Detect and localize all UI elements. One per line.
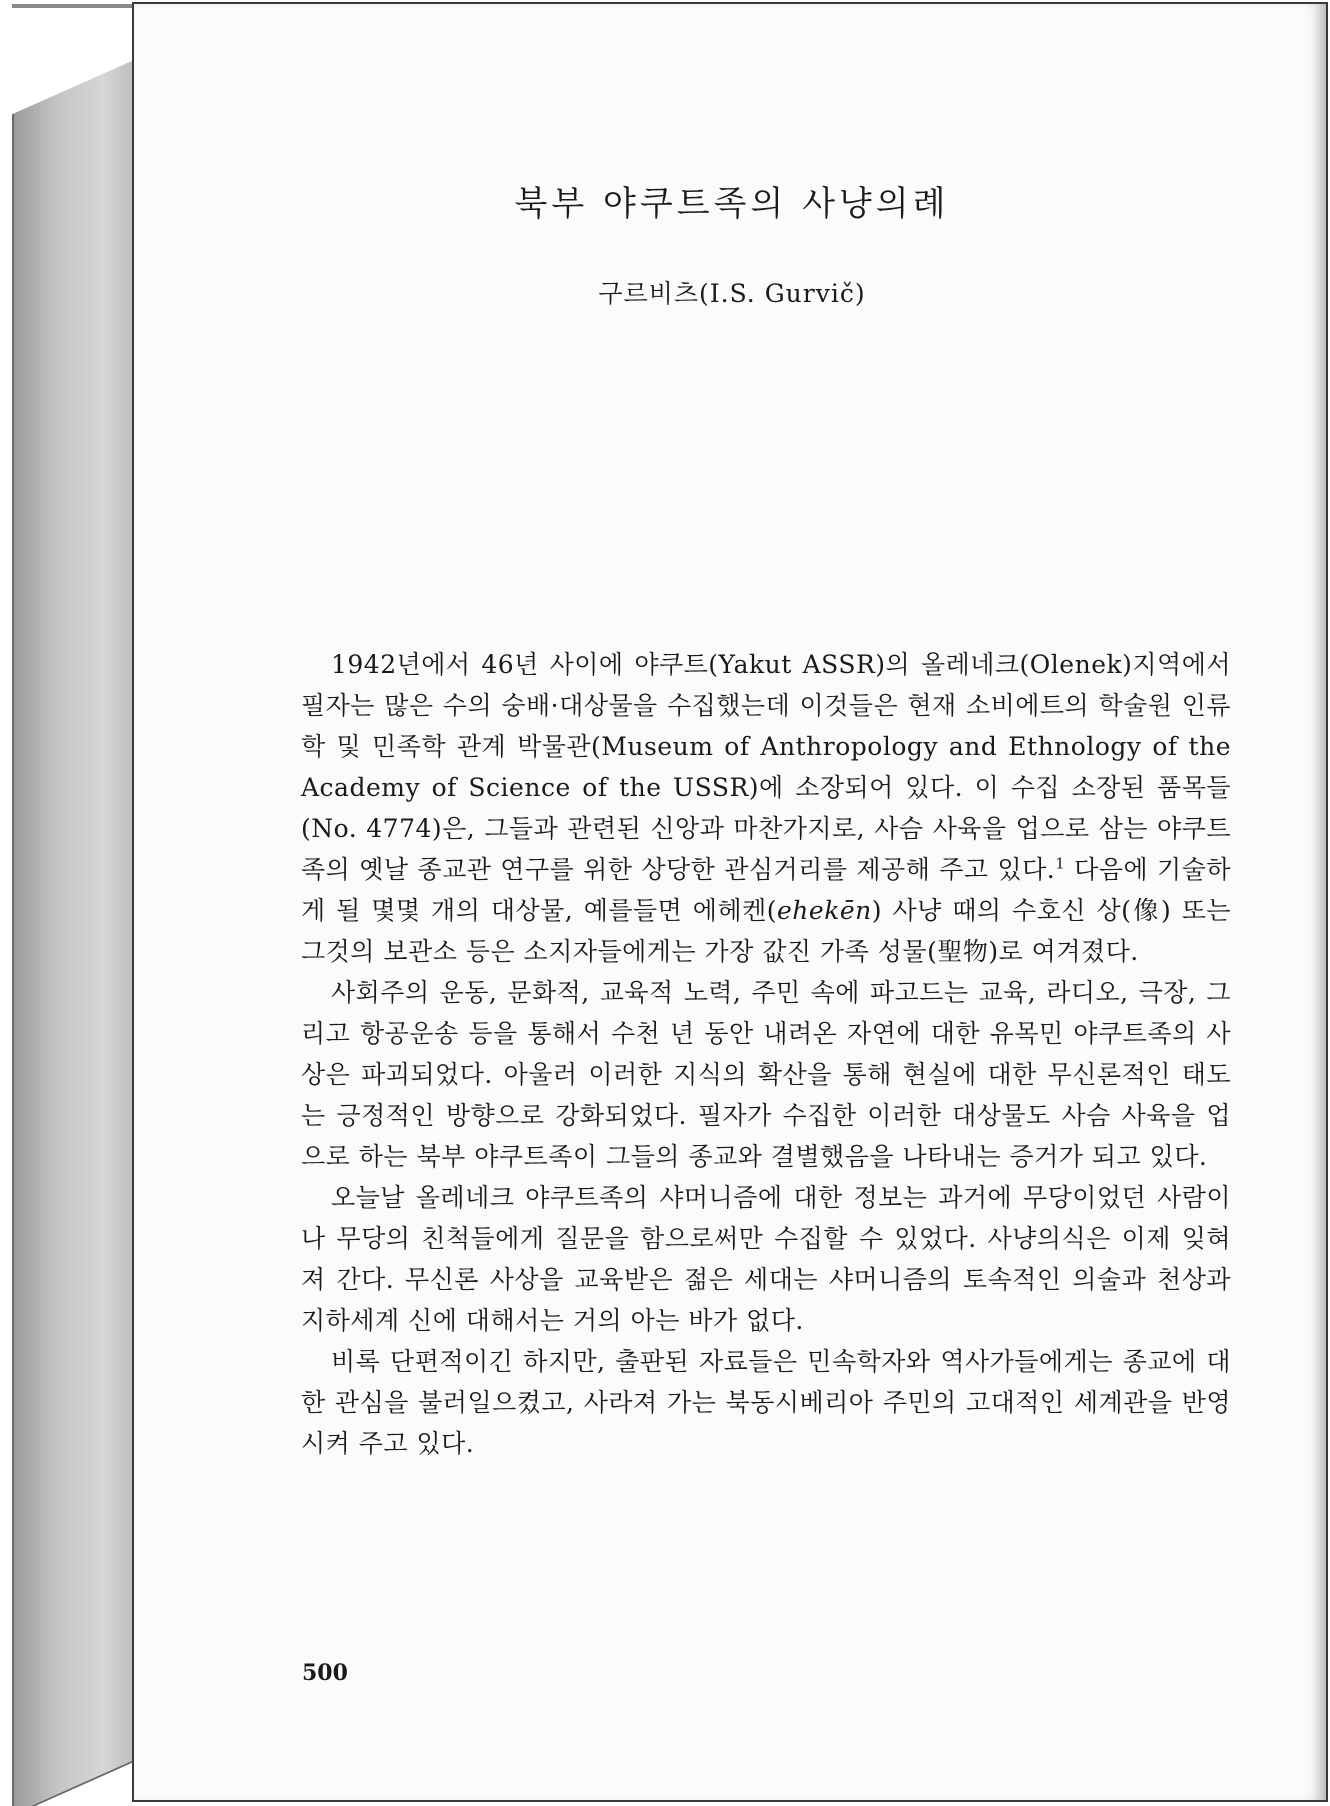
paragraph-1-part-3: ) 사냥 때의 수호신 상(像) 또는 그것의 보관소 등은 소지자들에게는 가장 값진 가족 성물(聖物)로 여겨졌다.	[301, 896, 1231, 966]
article-title: 북부 야쿠트족의 사냥의례	[514, 184, 950, 224]
paragraph-1-part-1: 1942년에서 46년 사이에 야쿠트(Yakut ASSR)의 올레네크(Olenek)지역에서 필자는 많은 수의 숭배·대상물을 수집했는데 이것들은 현재 소비에트의 학술원 인류학 및 민족학 관계 박물관(Museum of Anthropology and Ethnology of the Academy of Science of the USSR)에 소장되어 있다. 이 수집 소장된 품목들(No. 4774)은, 그들과 관련된 신앙과 마찬가지로, 사슴 사육을 업으로 삼는 야쿠트족의 옛날 종교관 연구를 위한 상당한 관심거리를 제공해 주고 있다.	[301, 650, 1231, 884]
paragraph-1-part-2: 다음에 기술하게 될 몇몇 개의 대상물, 예를들면 에헤켄(	[301, 855, 1231, 925]
paragraph-2: 사회주의 운동, 문화적, 교육적 노력, 주민 속에 파고드는 교육, 라디오, 극장, 그리고 항공운송 등을 통해서 수천 년 동안 내려온 자연에 대한 유목민 야쿠트족의 사상은 파괴되었다. 아울러 이러한 지식의 확산을 통해 현실에 대한 무신론적인 태도는 긍정적인 방향으로 강화되었다. 필자가 수집한 이러한 대상물도 사슴 사육을 업으로 하는 북부 야쿠트족이 그들의 종교와 결별했음을 나타내는 증거가 되고 있다.	[301, 978, 1231, 1171]
book-spine	[12, 60, 134, 1806]
page-number: 500	[302, 1660, 348, 1686]
paragraph-3: 오늘날 올레네크 야쿠트족의 샤머니즘에 대한 정보는 과거에 무당이었던 사람이나 무당의 친척들에게 질문을 함으로써만 수집할 수 있었다. 사냥의식은 이제 잊혀져 간다. 무신론 사상을 교육받은 젊은 세대는 샤머니즘의 토속적인 의술과 천상과 지하세계 신에 대해서는 거의 아는 바가 없다.	[301, 1183, 1231, 1335]
paragraph-4: 비록 단편적이긴 하지만, 출판된 자료들은 민속학자와 역사가들에게는 종교에 대한 관심을 불러일으켰고, 사라져 가는 북동시베리아 주민의 고대적인 세계관을 반영시켜 주고 있다.	[301, 1347, 1231, 1458]
footnote-marker: 1	[1055, 854, 1066, 873]
book-page	[132, 2, 1328, 1802]
paragraph-1	[301, 644, 1231, 972]
italic-term: ehekēn	[777, 896, 872, 925]
article-body	[301, 644, 1231, 1464]
article-author: 구르비츠(I.S. Gurvič)	[598, 279, 866, 308]
